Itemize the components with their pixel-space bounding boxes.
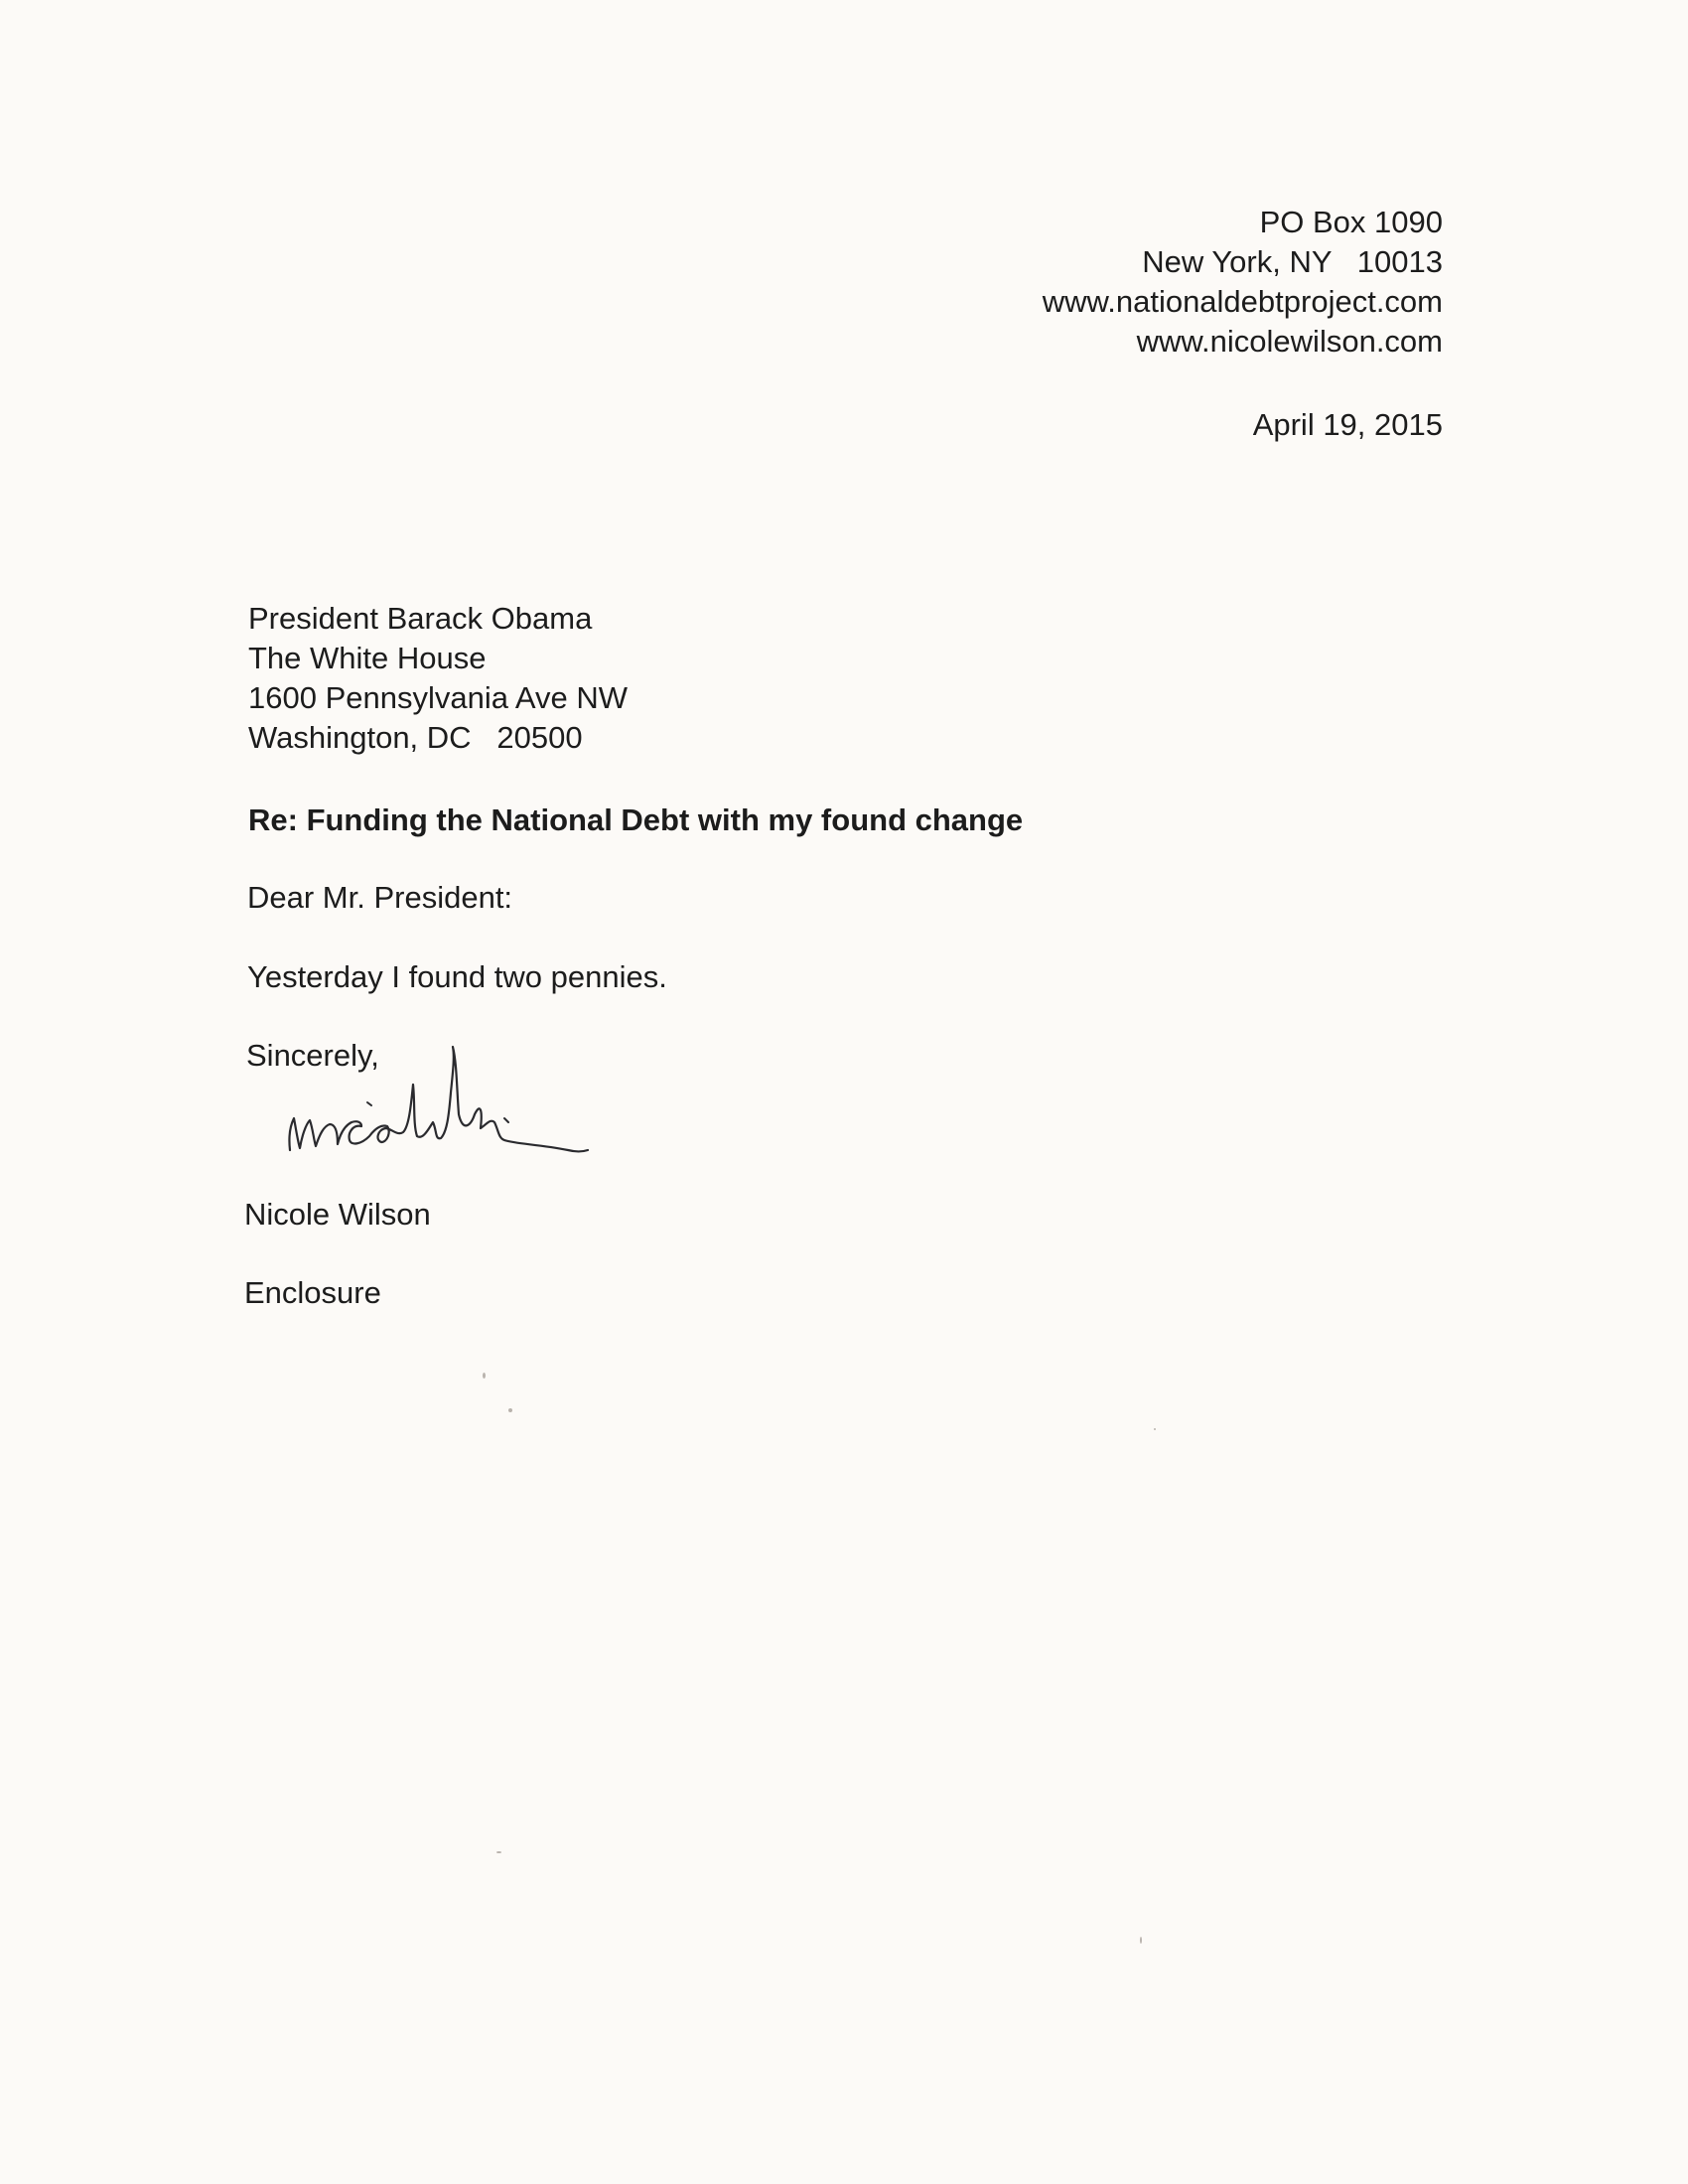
paper-speck xyxy=(496,1851,501,1853)
sender-website-national-debt: www.nationaldebtproject.com xyxy=(1042,284,1443,319)
signer-name: Nicole Wilson xyxy=(244,1197,431,1232)
recipient-organization: The White House xyxy=(248,641,487,675)
sender-address-block xyxy=(1043,203,1443,362)
paper-speck xyxy=(508,1408,512,1412)
handwritten-signature xyxy=(278,1033,616,1162)
recipient-city-state-zip: Washington, DC 20500 xyxy=(248,720,583,755)
paper-speck xyxy=(1140,1937,1142,1944)
sender-website-personal: www.nicolewilson.com xyxy=(1136,324,1443,359)
recipient-address-block xyxy=(248,599,628,758)
letter-date: April 19, 2015 xyxy=(1252,407,1443,442)
letter-body: Yesterday I found two pennies. xyxy=(247,959,667,994)
recipient-name: President Barack Obama xyxy=(248,601,593,636)
sender-po-box: PO Box 1090 xyxy=(1259,205,1443,239)
paper-speck xyxy=(1154,1428,1156,1430)
salutation: Dear Mr. President: xyxy=(247,880,513,915)
enclosure-note: Enclosure xyxy=(244,1275,381,1310)
sender-city-state-zip: New York, NY 10013 xyxy=(1142,244,1443,279)
paper-speck xyxy=(483,1373,486,1379)
subject-line: Re: Funding the National Debt with my found change xyxy=(248,802,1024,837)
recipient-street: 1600 Pennsylvania Ave NW xyxy=(248,680,628,715)
closing: Sincerely, xyxy=(246,1038,379,1073)
